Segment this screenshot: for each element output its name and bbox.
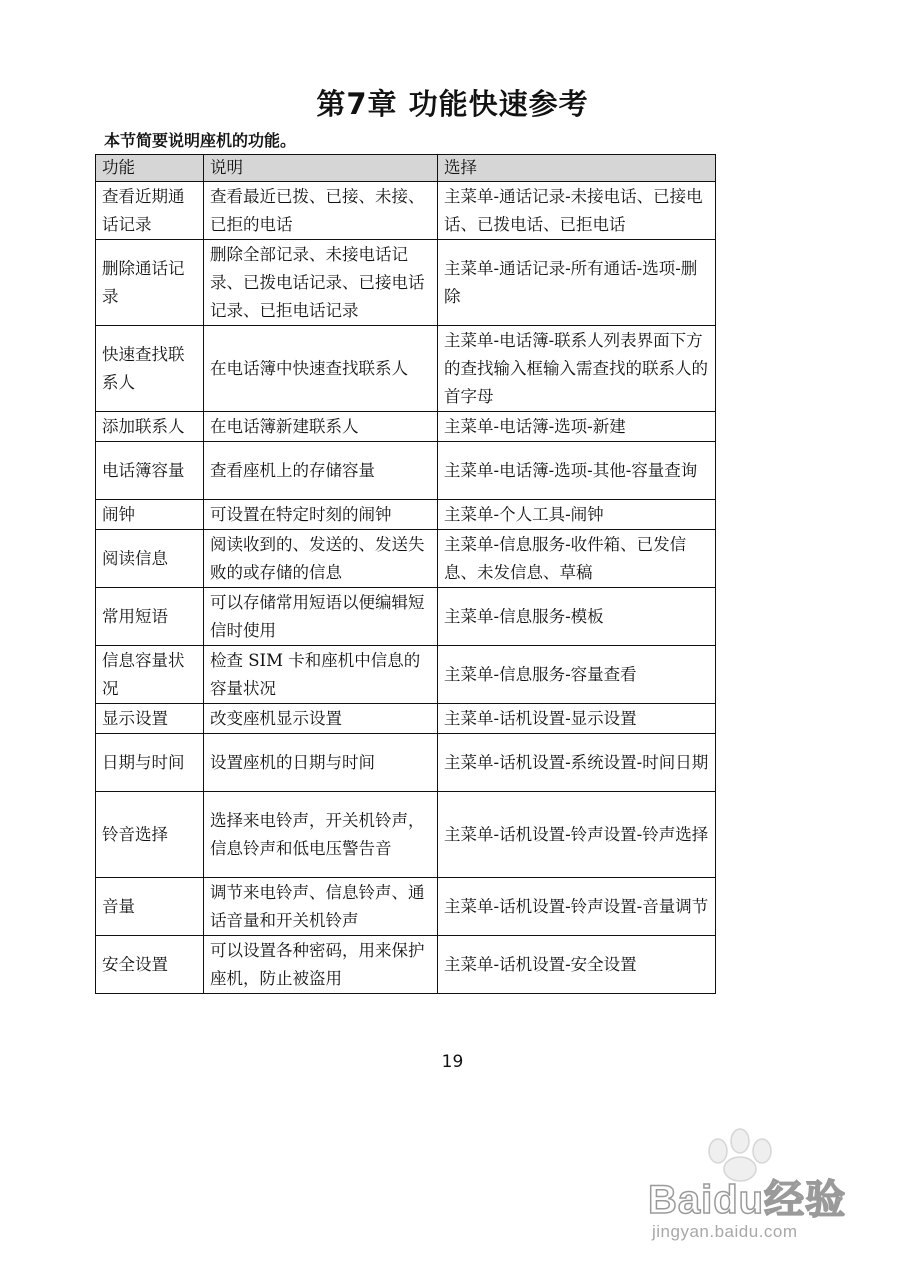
- cell-description: 查看最近已拨、已接、未接、已拒的电话: [204, 182, 438, 240]
- cell-description: 可设置在特定时刻的闹钟: [204, 500, 438, 530]
- cell-description: 检查 SIM 卡和座机中信息的容量状况: [204, 646, 438, 704]
- cell-selection: 主菜单-话机设置-显示设置: [438, 704, 716, 734]
- cell-selection: 主菜单-信息服务-容量查看: [438, 646, 716, 704]
- table-row: [96, 936, 716, 994]
- cell-function: 信息容量状况: [96, 646, 204, 704]
- cell-function: 音量: [96, 878, 204, 936]
- cell-selection: 主菜单-通话记录-所有通话-选项-删除: [438, 240, 716, 326]
- table-row: [96, 734, 716, 792]
- cell-selection: 主菜单-电话簿-选项-新建: [438, 412, 716, 442]
- table-row: [96, 792, 716, 878]
- table-row: [96, 878, 716, 936]
- table-row: [96, 240, 716, 326]
- cell-function: 快速查找联系人: [96, 326, 204, 412]
- page-number: 19: [441, 1052, 464, 1072]
- table-row: [96, 412, 716, 442]
- cell-function: 常用短语: [96, 588, 204, 646]
- cell-function: 电话簿容量: [96, 442, 204, 500]
- cell-description: 删除全部记录、未接电话记录、已拨电话记录、已接电话记录、已拒电话记录: [204, 240, 438, 326]
- cell-selection: 主菜单-信息服务-收件箱、已发信息、未发信息、草稿: [438, 530, 716, 588]
- cell-function: 日期与时间: [96, 734, 204, 792]
- table-row: [96, 530, 716, 588]
- cell-function: 安全设置: [96, 936, 204, 994]
- cell-function: 铃音选择: [96, 792, 204, 878]
- cell-description: 改变座机显示设置: [204, 704, 438, 734]
- table-row: [96, 182, 716, 240]
- header-selection: 选择: [438, 155, 716, 182]
- cell-description: 在电话簿中快速查找联系人: [204, 326, 438, 412]
- watermark-url: jingyan.baidu.com: [652, 1222, 798, 1241]
- table-row: [96, 500, 716, 530]
- cell-description: 可以设置各种密码，用来保护座机，防止被盗用: [204, 936, 438, 994]
- table-row: [96, 646, 716, 704]
- watermark-brand: Baidu经验: [648, 1178, 847, 1222]
- cell-description: 查看座机上的存储容量: [204, 442, 438, 500]
- cell-selection: 主菜单-电话簿-选项-其他-容量查询: [438, 442, 716, 500]
- cell-function: 查看近期通话记录: [96, 182, 204, 240]
- cell-selection: 主菜单-通话记录-未接电话、已接电话、已拨电话、已拒电话: [438, 182, 716, 240]
- cell-selection: 主菜单-话机设置-安全设置: [438, 936, 716, 994]
- chapter-title: 第7章 功能快速参考: [316, 87, 589, 121]
- table-row: [96, 326, 716, 412]
- header-description: 说明: [204, 155, 438, 182]
- cell-description: 选择来电铃声，开关机铃声，信息铃声和低电压警告音: [204, 792, 438, 878]
- cell-function: 添加联系人: [96, 412, 204, 442]
- cell-selection: 主菜单-话机设置-铃声设置-铃声选择: [438, 792, 716, 878]
- table-body: [96, 182, 716, 994]
- cell-function: 显示设置: [96, 704, 204, 734]
- cell-selection: 主菜单-个人工具-闹钟: [438, 500, 716, 530]
- cell-description: 阅读收到的、发送的、发送失败的或存储的信息: [204, 530, 438, 588]
- cell-selection: 主菜单-话机设置-系统设置-时间日期: [438, 734, 716, 792]
- table-row: [96, 588, 716, 646]
- cell-selection: 主菜单-话机设置-铃声设置-音量调节: [438, 878, 716, 936]
- cell-function: 闹钟: [96, 500, 204, 530]
- cell-selection: 主菜单-电话簿-联系人列表界面下方的查找输入框输入需查找的联系人的首字母: [438, 326, 716, 412]
- cell-function: 删除通话记录: [96, 240, 204, 326]
- table-row: [96, 442, 716, 500]
- table-row: [96, 704, 716, 734]
- header-function: 功能: [96, 155, 204, 182]
- cell-description: 设置座机的日期与时间: [204, 734, 438, 792]
- section-intro: 本节简要说明座机的功能。: [104, 131, 297, 150]
- cell-description: 在电话簿新建联系人: [204, 412, 438, 442]
- cell-description: 调节来电铃声、信息铃声、通话音量和开关机铃声: [204, 878, 438, 936]
- function-reference-table: [95, 154, 716, 994]
- table-header-row: [96, 155, 716, 182]
- cell-function: 阅读信息: [96, 530, 204, 588]
- table-header: [96, 155, 716, 182]
- cell-selection: 主菜单-信息服务-模板: [438, 588, 716, 646]
- cell-description: 可以存储常用短语以便编辑短信时使用: [204, 588, 438, 646]
